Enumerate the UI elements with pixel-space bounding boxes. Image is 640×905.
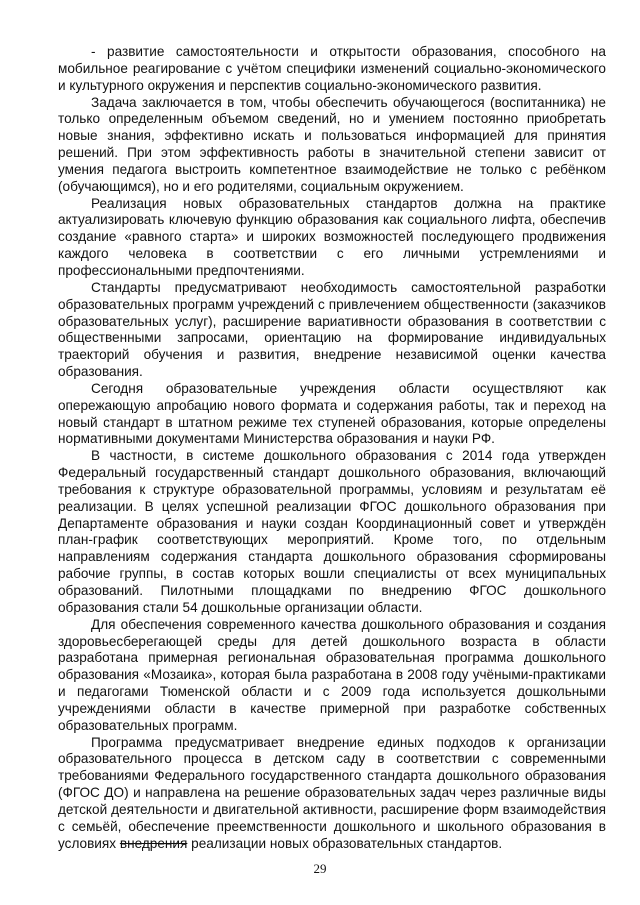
paragraph-3: Реализация новых образовательных стандартов должна на практике актуализировать ключевую функцию образования как социального лифта, обеспечив создание «равного старта» и широких возможностей последующего продвижения каждого человека в соответствии с его личными устремлениями и профессиональными предпочтениями. xyxy=(58,195,606,278)
document-body xyxy=(58,44,606,853)
paragraph-8-text-after: реализации новых образовательных стандартов. xyxy=(187,835,503,851)
paragraph-4: Стандарты предусматривают необходимость самостоятельной разработки образовательных программ учреждений с привлечением общественности (заказчиков образовательных услуг), расширение вариативности образования в соответствии с общественными запросами, ориентацию на формирование индивидуальных траекторий обучения и развития, внедрение независимой оценки качества образования. xyxy=(58,279,606,380)
paragraph-8 xyxy=(58,735,606,853)
page-number: 29 xyxy=(313,861,327,876)
struck-word: внедрения xyxy=(119,835,188,851)
paragraph-2: Задача заключается в том, чтобы обеспечить обучающегося (воспитанника) не только определенным объемом сведений, но и умением постоянно приобретать новые знания, эффективно искать и пользоваться информацией для принятия решений. При этом эффективность работы в значительной степени зависит от умения педагога выстроить компетентное взаимодействие не только с ребёнком (обучающимся), но и его родителями, социальным окружением. xyxy=(58,94,606,194)
paragraph-6: В частности, в системе дошкольного образования с 2014 года утвержден Федеральный государственный стандарт дошкольного образования, включающий требования к структуре образовательной программы, условиям и результатам её реализации. В целях успешной реализации ФГОС дошкольного образования при Департаменте образования и науки создан Координационный совет и утверждён план-график соответствующих мероприятий. Кроме того, по отдельным направлениям содержания стандарта дошкольного образования сформированы рабочие группы, в состав которых вошли специалисты от всех муниципальных образований. Пилотными площадками по внедрению ФГОС дошкольного образования стали 54 дошкольные организации области. xyxy=(58,448,606,615)
paragraph-1: - развитие самостоятельности и открытости образования, способного на мобильное реагирование с учётом специфики изменений социально-экономического и культурного окружения и перспектив социально-экономического развития. xyxy=(58,44,606,93)
paragraph-5: Сегодня образовательные учреждения области осуществляют как опережающую апробацию нового формата и содержания работы, так и переход на новый стандарт в штатном режиме тех ступеней образования, которые определены нормативными документами Министерства образования и науки РФ. xyxy=(58,380,606,447)
paragraph-7: Для обеспечения современного качества дошкольного образования и создания здоровьесберегающей среды для детей дошкольного возраста в области разработана примерная региональная образовательная программа дошкольного образования «Мозаика», которая была разработана в 2008 году учёными-практиками и педагогами Тюменской области и с 2009 года используется дошкольными учреждениями области в качестве примерной при разработке собственных образовательных программ. xyxy=(58,616,606,733)
paragraph-8-text-before: Программа предусматривает внедрение единых подходов к организации образовательного процесса в детском саду в соответствии с современными требованиями Федерального государственного стандарта дошкольного образования (ФГОС ДО) и направлена на решение образовательных задач через различные виды детской деятельности и двигательной активности, расширение форм взаимодействия с семьёй, обеспечение преемственности дошкольного и школьного образования в условиях xyxy=(58,734,606,851)
